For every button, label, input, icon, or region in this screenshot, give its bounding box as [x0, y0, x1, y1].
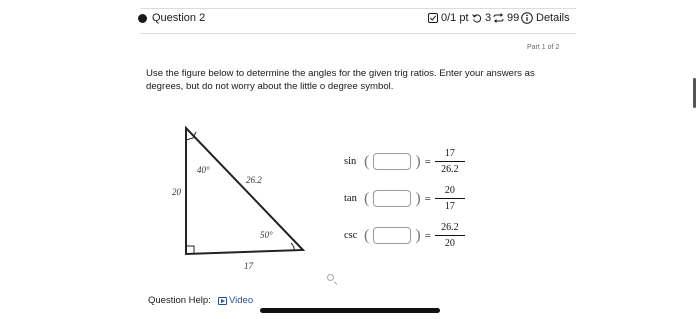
retries-count: 3	[485, 12, 492, 24]
ratio-fn-tan: tan	[344, 193, 357, 204]
retries-indicator	[472, 12, 491, 24]
score-text: 0/1 pt	[441, 12, 469, 24]
question-help-label: Question Help:	[148, 295, 211, 306]
video-icon	[218, 297, 227, 305]
header-divider-top	[140, 8, 576, 9]
ratio-fraction-sin	[435, 148, 465, 175]
info-icon	[521, 12, 533, 24]
home-indicator-bar[interactable]	[260, 308, 440, 313]
angle-label-top: 40°	[197, 165, 210, 175]
sin-angle-input[interactable]	[373, 153, 411, 170]
attempts-indicator	[493, 12, 519, 24]
attempts-count: 99	[507, 12, 520, 24]
side-label-bottom: 17	[244, 261, 253, 271]
open-paren: (	[364, 152, 370, 170]
details-button[interactable]	[521, 12, 570, 24]
ratio-row-sin	[344, 148, 465, 175]
fraction-numerator: 26.2	[435, 222, 465, 236]
ratio-fraction-csc	[435, 222, 465, 249]
open-paren: (	[364, 226, 370, 244]
retry-icon	[472, 13, 482, 23]
triangle-figure	[160, 118, 320, 278]
csc-angle-input[interactable]	[373, 227, 411, 244]
question-prompt: Use the figure below to determine the angles for the given trig ratios. Enter your answers as degrees, but do not worry about the little o degree symbol.	[146, 68, 535, 92]
video-label: Video	[229, 295, 254, 306]
fraction-numerator: 20	[435, 185, 465, 199]
fraction-denominator: 20	[444, 238, 455, 249]
ratio-fraction-tan	[435, 185, 465, 212]
open-paren: (	[364, 189, 370, 207]
details-label: Details	[536, 12, 570, 24]
repeat-icon	[493, 13, 504, 23]
equals-sign: =	[424, 229, 431, 242]
ratio-fn-sin: sin	[344, 156, 357, 167]
ratio-row-tan	[344, 185, 465, 212]
score-indicator	[428, 12, 469, 24]
side-label-hypotenuse: 26.2	[246, 175, 262, 185]
ratio-row-csc	[344, 222, 465, 249]
part-indicator: Part 1 of 2	[527, 44, 560, 51]
equals-sign: =	[424, 155, 431, 168]
ratio-fn-csc: csc	[344, 230, 358, 241]
scrollbar[interactable]	[693, 78, 696, 108]
fraction-denominator: 26.2	[441, 164, 459, 175]
question-bullet	[138, 14, 147, 23]
tan-angle-input[interactable]	[373, 190, 411, 207]
side-label-left: 20	[172, 187, 181, 197]
close-paren: )	[415, 226, 421, 244]
checkbox-icon	[428, 13, 438, 23]
header-divider-bottom	[140, 33, 576, 34]
equals-sign: =	[424, 192, 431, 205]
fraction-denominator: 17	[444, 201, 455, 212]
close-paren: )	[415, 189, 421, 207]
fraction-numerator: 17	[435, 148, 465, 162]
angle-label-bottom-right: 50°	[260, 230, 273, 240]
search-icon[interactable]	[327, 274, 334, 281]
question-title: Question 2	[152, 12, 206, 24]
close-paren: )	[415, 152, 421, 170]
video-link[interactable]	[218, 295, 253, 306]
triangle-shape	[186, 128, 303, 254]
